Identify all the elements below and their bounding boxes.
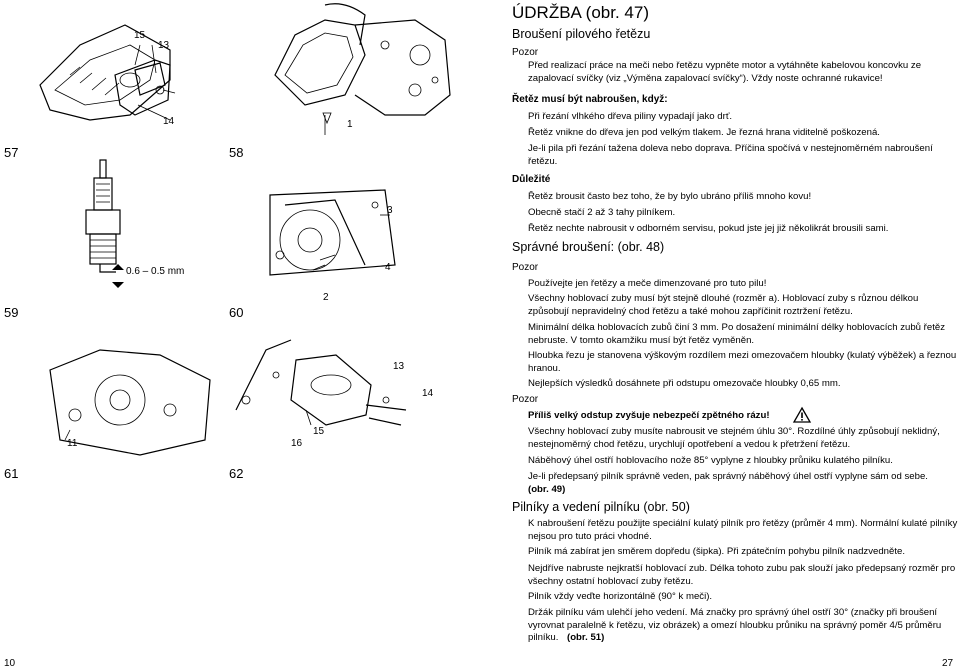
callout-gap: 0.6 – 0.5 mm — [126, 266, 185, 277]
when-item-2: Řetěz vnikne do dřeva jen pod velkým tlakem. Je řezná hrana viditelně poškozená. — [528, 127, 880, 138]
section-files: Pilníky a vedení pilníku (obr. 50) — [512, 500, 690, 514]
section-correct-sharpening: Správné broušení: (obr. 48) — [512, 240, 665, 254]
files-item-5: Držák pilníku vám ulehčí jeho vedení. Má značky pro správný úhel ostří 30° (značky při broušení vyrovnat paralelně k řetězu, viz obrázek) a omezí hloubku průniku na správný poměr 4/5 průměru pilníku. — [528, 607, 942, 644]
when-item-3: Je-li pila při řezání tažena doleva nebo doprava. Příčina spočívá v nestejnoměrném nabroušení řetězu. — [528, 143, 933, 167]
figure-57-drawing — [20, 5, 260, 155]
page-number-left: 10 — [4, 658, 16, 669]
pozor2-item-1: Používejte jen řetězy a meče dimenzované pro tuto pilu! — [528, 278, 767, 289]
callout-15b: 15 — [313, 426, 325, 437]
figure-60-drawing — [265, 185, 475, 295]
kickback-warning: Příliš velký odstup zvyšuje nebezpečí zpětného rázu! — [528, 410, 770, 421]
figure-58-number: 58 — [229, 145, 244, 160]
figure-62-number: 62 — [229, 466, 244, 481]
callout-15: 15 — [134, 30, 146, 41]
important-2: Obecně stačí 2 až 3 tahy pilníkem. — [528, 207, 676, 218]
files-item-1: K nabroušení řetězu použijte speciální kulatý pilník pro řetězy (průměr 4 mm). Normální kulaté pilníky nejsou pro tuto práci vhodné. — [528, 518, 958, 542]
section-sharpening: Broušení pilového řetězu — [512, 27, 651, 41]
callout-14b: 14 — [422, 388, 434, 399]
page-title: ÚDRŽBA (obr. 47) — [512, 3, 649, 22]
when-item-1: Při řezání vlhkého dřeva piliny vypadají jako drť. — [528, 111, 733, 122]
callout-11: 11 — [67, 438, 78, 449]
files-item-4: Pilník vždy veďte horizontálně (90° k meči). — [528, 591, 713, 602]
pozor2-item-4: Hloubka řezu je stanovena výškovým rozdílem mezi omezovačem hloubky (kulatý výběžek) a řeznou hranou. — [528, 350, 957, 374]
callout-3: 3 — [387, 205, 393, 216]
figure-58-drawing — [265, 5, 485, 145]
important-1: Řetěz brousit často bez toho, že by bylo ubráno příliš mnoho kovu! — [528, 191, 812, 202]
callout-14: 14 — [163, 116, 175, 127]
files-ref: (obr. 51) — [567, 632, 605, 643]
pozor2-item-2: Všechny hoblovací zuby musí být stejně dlouhé (rozměr a). Hoblovací zuby s různou délkou způsobují nepravidelný chod řetězu a také mohou zapříčinit roztržení řetězu. — [528, 293, 919, 317]
pozor3-item-3: Je-li předepsaný pilník správně veden, pak správný náběhový úhel ostří vyplyne sám od sebe. — [528, 471, 928, 482]
label-pozor-1: Pozor — [512, 47, 539, 58]
figure-59-number: 59 — [4, 305, 19, 320]
pozor3-item-2: Náběhový úhel ostří hoblovacího nože 85° vyplyne z hloubky průniku kulatého pilníku. — [528, 455, 893, 466]
files-item-3: Nejdříve nabruste nejkratší hoblovací zub. Délka tohoto zubu pak slouží jako předepsaný rozměr pro všechny ostatní hoblovací zuby řetězu. — [528, 563, 956, 587]
warning-icon — [793, 407, 811, 423]
page-number-right: 27 — [942, 658, 954, 669]
callout-13: 13 — [158, 40, 170, 51]
callout-4: 4 — [385, 262, 391, 273]
pozor2-item-3: Minimální délka hoblovacích zubů činí 3 mm. Po dosažení minimální délky hoblovacích zubů řetěz nebruste. V tomto okamžiku musí být řetěz vyměněn. — [528, 322, 946, 346]
figure-57-number: 57 — [4, 145, 19, 160]
callout-13b: 13 — [393, 361, 405, 372]
label-pozor-3: Pozor — [512, 394, 539, 405]
label-dulezite: Důležité — [512, 174, 551, 185]
pozor3-ref: (obr. 49) — [528, 484, 566, 495]
label-pozor-2: Pozor — [512, 262, 539, 273]
important-3: Řetěz nechte nabrousit v odborném servisu, pokud jste jej již několikrát brousili sami. — [528, 223, 889, 234]
callout-1: 1 — [347, 119, 353, 130]
pozor2-item-5: Nejlepších výsledků dosáhnete při odstupu omezovače hloubky 0,65 mm. — [528, 378, 841, 389]
figure-62-drawing — [236, 330, 436, 440]
files-item-2: Pilník má zabírat jen směrem dopředu (šipka). Při zpátečním pohybu pilník nadzvedněte. — [528, 546, 906, 557]
figure-60-number: 60 — [229, 305, 244, 320]
callout-2: 2 — [323, 292, 329, 303]
pozor-warning-1: Před realizací práce na meči nebo řetězu vypněte motor a vytáhněte kabelovou koncovku ze zapalovací svíčky (viz „Výměna zapalovací svíčky“). Vždy noste ochranné rukavice! — [528, 60, 922, 84]
callout-16: 16 — [291, 438, 303, 449]
sharpen-when-heading: Řetěz musí být nabroušen, když: — [512, 94, 668, 105]
figure-61-number: 61 — [4, 466, 19, 481]
pozor3-item-1: Všechny hoblovací zuby musíte nabrousit ve stejném úhlu 30°. Rozdílné úhly způsobují neklidný, nestejnoměrný chod řetězu, urychlují opotřebení a vedou k přetržení řetězu. — [528, 426, 940, 450]
